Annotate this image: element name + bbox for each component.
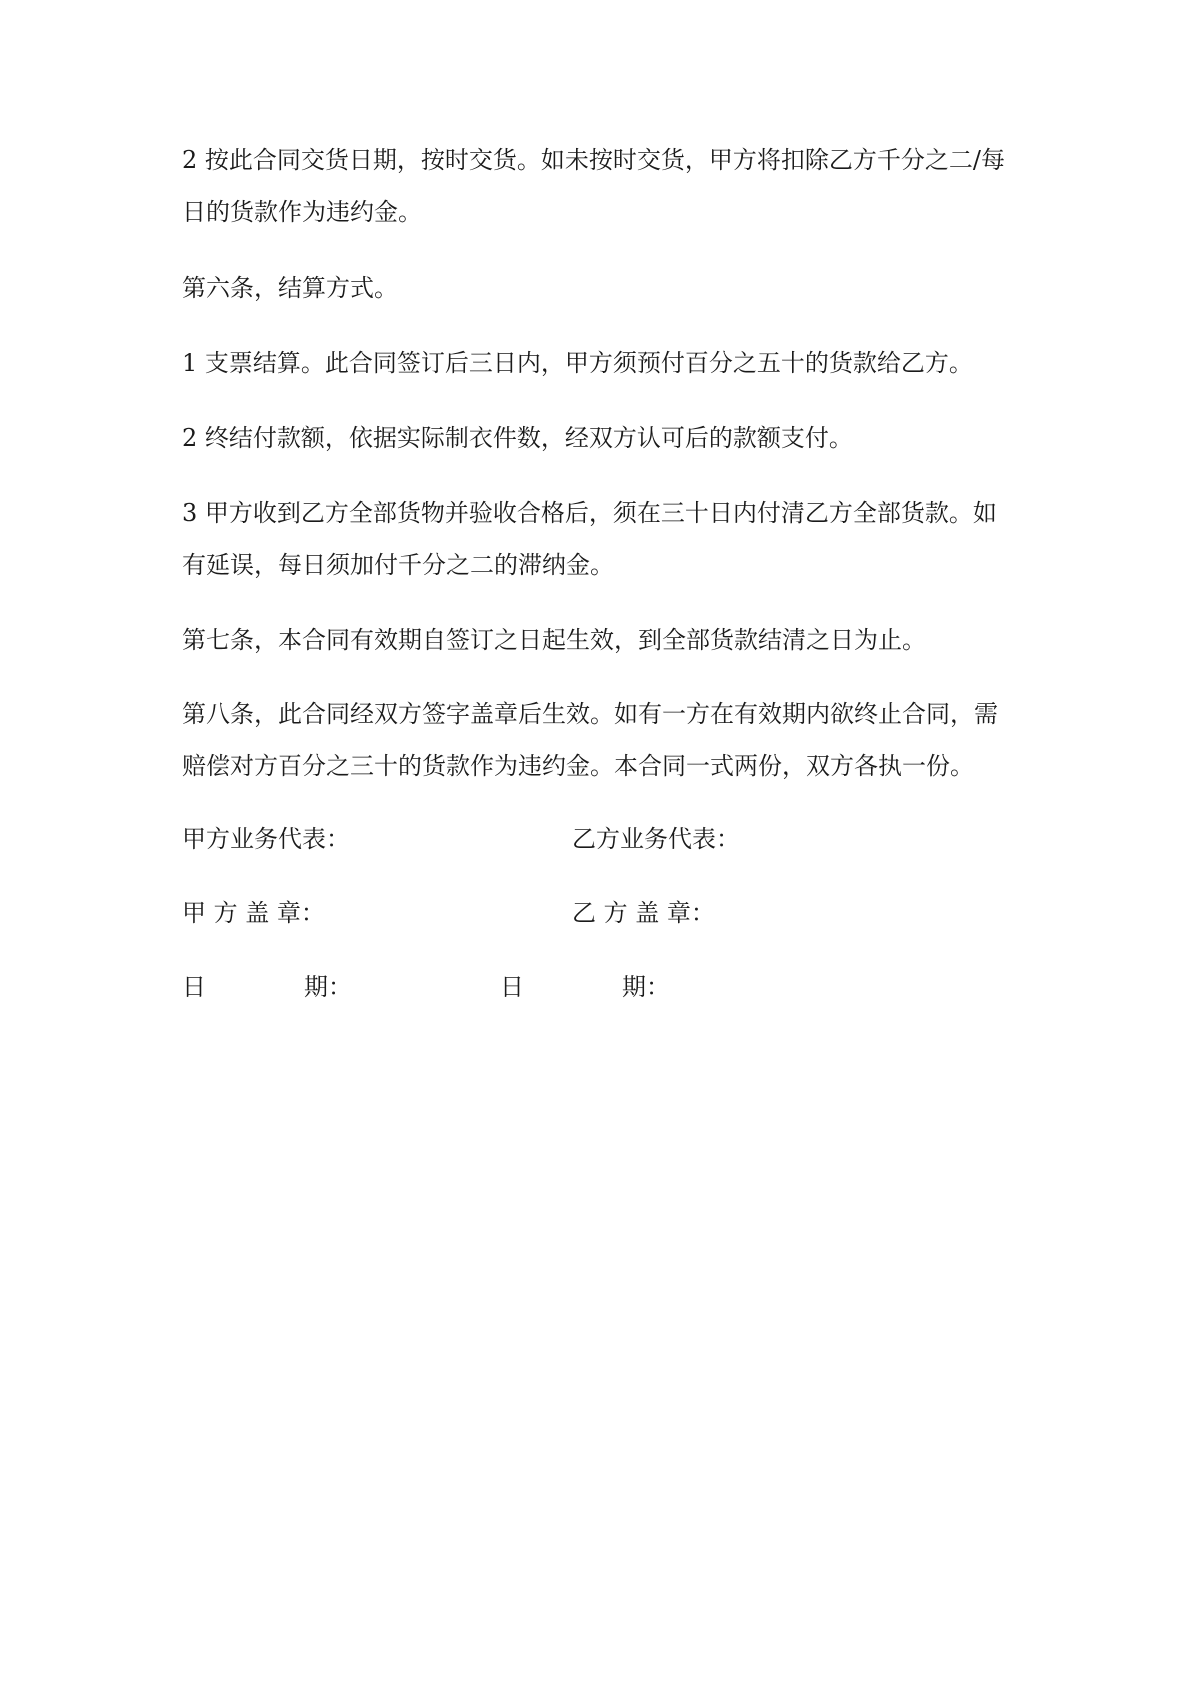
clause8 <box>182 688 1022 792</box>
party-b-representative-label: 乙方业务代表： <box>572 825 740 853</box>
clause6-item1-text: 1 支票结算。此合同签订后三日内，甲方须预付百分之五十的货款给乙方。 <box>182 349 973 377</box>
clause5-item2-line1: 2 按此合同交货日期，按时交货。如未按时交货，甲方将扣除乙方千分之二/每 <box>182 146 1005 174</box>
signature-row-seals <box>182 893 1022 933</box>
clause8-line1: 第八条，此合同经双方签字盖章后生效。如有一方在有效期内欲终止合同，需 <box>182 700 998 728</box>
clause8-line2: 赔偿对方百分之三十的货款作为违约金。本合同一式两份，双方各执一份。 <box>182 752 974 780</box>
party-b-date-period: 期： <box>622 973 670 1001</box>
clause6-item1 <box>182 337 1022 389</box>
party-b-date-day: 日 <box>500 973 524 1001</box>
clause6-title <box>182 262 1022 314</box>
clause6-item2 <box>182 412 1022 464</box>
clause6-item3 <box>182 487 1022 591</box>
signature-row-representatives <box>182 819 1022 859</box>
clause5-item2-line2: 日的货款作为违约金。 <box>182 198 422 226</box>
party-a-seal-label: 甲 方 盖 章： <box>182 899 325 927</box>
party-a-date-day: 日 <box>182 973 206 1001</box>
clause6-title-text: 第六条，结算方式。 <box>182 274 398 302</box>
party-a-date-period: 期： <box>304 973 352 1001</box>
clause6-item3-line2: 有延误，每日须加付千分之二的滞纳金。 <box>182 551 614 579</box>
clause7 <box>182 614 1022 666</box>
party-a-representative-label: 甲方业务代表： <box>182 825 350 853</box>
party-b-seal-label: 乙 方 盖 章： <box>572 899 715 927</box>
signature-row-dates <box>182 967 1022 1007</box>
clause6-item3-line1: 3 甲方收到乙方全部货物并验收合格后，须在三十日内付清乙方全部货款。如 <box>182 499 997 527</box>
clause6-item2-text: 2 终结付款额，依据实际制衣件数，经双方认可后的款额支付。 <box>182 424 853 452</box>
clause5-item2 <box>182 134 1022 238</box>
clause7-text: 第七条，本合同有效期自签订之日起生效，到全部货款结清之日为止。 <box>182 626 926 654</box>
